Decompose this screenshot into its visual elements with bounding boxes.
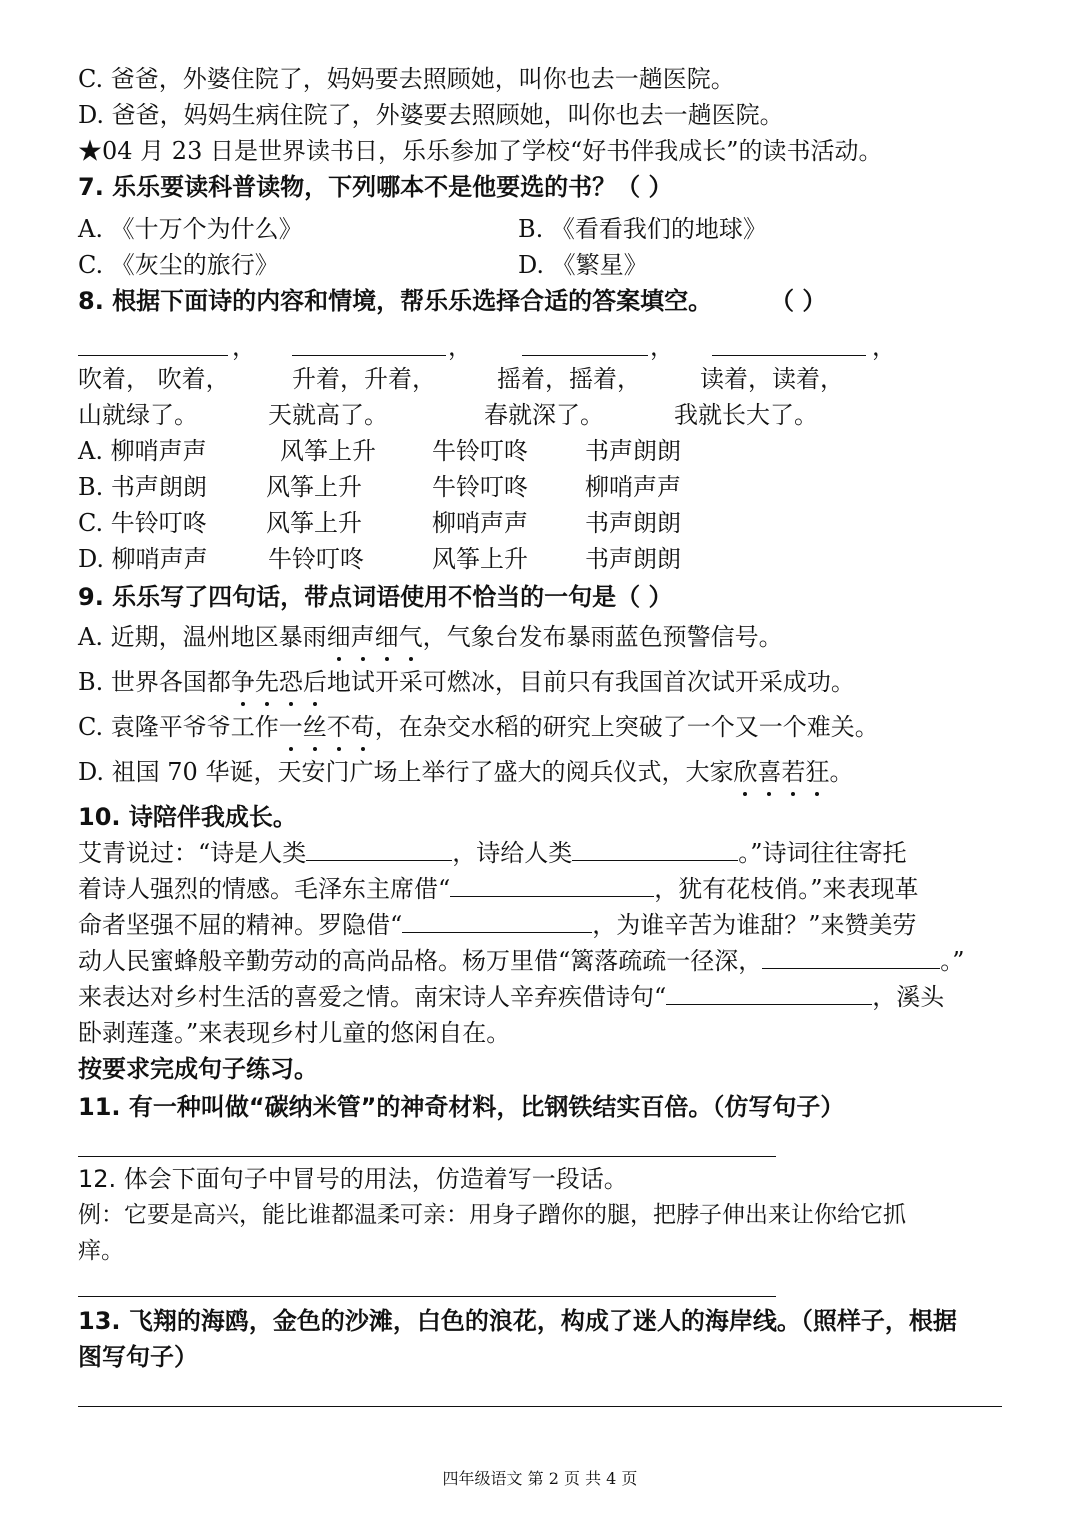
q6-option-d: D. 爸爸，妈妈生病住院了，外婆要去照顾她，叫你也去一趟医院。 [78, 101, 784, 129]
poem-line2-1: 山就绿了。 [78, 401, 198, 429]
poem-line1-4: 读着，读着， [700, 365, 844, 393]
q8-option-c-3: 柳哨声声 [432, 509, 528, 537]
q9-dotted-word-d [733, 758, 829, 786]
poem-line2-4: 我就长大了。 [674, 401, 818, 429]
q8-option-d-4: 书声朗朗 [585, 545, 681, 573]
q10-blank-6[interactable] [666, 980, 872, 1005]
q8-option-d-1: D. 柳哨声声 [78, 545, 208, 573]
emphasis-dot-char: 声 [351, 620, 375, 654]
q9-option-a: A. 近期，温州地区暴雨细声细气，气象台发布暴雨蓝色预警信号。 [78, 620, 783, 654]
emphasis-dot-char: 一 [279, 710, 303, 744]
q8-option-b-4: 柳哨声声 [585, 473, 681, 501]
q10-blank-1[interactable] [306, 836, 452, 861]
emphasis-dot-char: 喜 [757, 755, 781, 789]
q13-question-line-2: 图写句子） [78, 1343, 198, 1371]
q12-question: 12. 体会下面句子中冒号的用法，仿造着写一段话。 [78, 1165, 628, 1193]
q10-line-4: 动人民蜜蜂般辛勤劳动的高尚品格。杨万里借“篱落疏疏一径深， 。” [78, 944, 965, 978]
q10-line-6: 卧剥莲蓬。”来表现乡村儿童的悠闲自在。 [78, 1019, 511, 1047]
emphasis-dot-char: 苟 [351, 710, 375, 744]
emphasis-dot-char: 欣 [733, 755, 757, 789]
q8-option-d-2: 牛铃叮咚 [268, 545, 364, 573]
q6-option-c: C. 爸爸，外婆住院了，妈妈要去照顾她，叫你也去一趟医院。 [78, 65, 735, 93]
q12-answer-line[interactable] [78, 1296, 776, 1297]
poem-line1-3: 摇着，摇着， [497, 365, 641, 393]
q7-option-a: A. 《十万个为什么》 [78, 215, 303, 243]
q8-option-b-2: 风筝上升 [266, 473, 362, 501]
q11-question: 11. 有一种叫做“碳纳米管”的神奇材料，比钢铁结实百倍。（仿写句子） [78, 1093, 845, 1121]
q10-blank-4[interactable] [402, 908, 592, 933]
q7-question: 7. 乐乐要读科普读物，下列哪本不是他要选的书？（ ） [78, 173, 673, 201]
emphasis-dot-char: 细 [327, 620, 351, 654]
q9-dotted-word-b [231, 668, 327, 696]
comma: ， [448, 333, 472, 361]
q10-line-1: 艾青说过：“诗是人类 ，诗给人类 。”诗词往往寄托 [78, 836, 907, 870]
q7-option-b: B. 《看看我们的地球》 [518, 215, 767, 243]
q8-option-c-2: 风筝上升 [266, 509, 362, 537]
q9-option-d: D. 祖国 70 华诞，天安门广场上举行了盛大的阅兵仪式，大家欣喜若狂。 [78, 755, 853, 789]
emphasis-dot-char: 若 [781, 755, 805, 789]
emphasis-dot-char: 狂 [805, 755, 829, 789]
q8-answer-paren: （ ） [770, 287, 827, 315]
q10-line-2: 着诗人强烈的情感。毛泽东主席借“ ，犹有花枝俏。”来表现革 [78, 872, 919, 906]
q8-blank-2[interactable] [292, 355, 446, 356]
q10-blank-3[interactable] [450, 872, 654, 897]
q7-option-c: C. 《灰尘的旅行》 [78, 251, 279, 279]
poem-line1-1: 吹着， 吹着， [78, 365, 230, 393]
q12-example-line-2: 痒。 [78, 1238, 124, 1264]
q8-option-c-4: 书声朗朗 [585, 509, 681, 537]
section-heading: 按要求完成句子练习。 [78, 1055, 318, 1083]
q8-option-a-2: 风筝上升 [280, 437, 376, 465]
q8-blank-1[interactable] [78, 355, 228, 356]
q9-option-c: C. 袁隆平爷爷工作一丝不苟，在杂交水稻的研究上突破了一个又一个难关。 [78, 710, 879, 744]
q10-blank-2[interactable] [572, 836, 738, 861]
q8-option-a-1: A. 柳哨声声 [78, 437, 207, 465]
emphasis-dot-char: 先 [255, 665, 279, 699]
q8-blank-3[interactable] [522, 355, 648, 356]
q7-option-d: D. 《繁星》 [518, 251, 648, 279]
poem-line2-3: 春就深了。 [484, 401, 604, 429]
q8-option-c-1: C. 牛铃叮咚 [78, 509, 207, 537]
q10-blank-5[interactable] [762, 944, 940, 969]
page-footer: 四年级语文 第 2 页 共 4 页 [442, 1469, 638, 1488]
q8-option-a-3: 牛铃叮咚 [432, 437, 528, 465]
emphasis-dot-char: 气 [399, 620, 423, 654]
reading-day-intro: ★04 月 23 日是世界读书日，乐乐参加了学校“好书伴我成长”的读书活动。 [78, 137, 883, 165]
comma: ， [232, 333, 256, 361]
emphasis-dot-char: 丝 [303, 710, 327, 744]
q8-option-b-1: B. 书声朗朗 [78, 473, 207, 501]
q13-question-line-1: 13. 飞翔的海鸥，金色的沙滩，白色的浪花，构成了迷人的海岸线。（照样子，根据 [78, 1307, 957, 1335]
q8-option-d-3: 风筝上升 [432, 545, 528, 573]
comma: ， [872, 333, 896, 361]
q12-example-line-1: 例：它要是高兴，能比谁都温柔可亲：用身子蹭你的腿，把脖子伸出来让你给它抓 [78, 1202, 906, 1228]
q13-answer-line[interactable] [78, 1406, 1002, 1407]
emphasis-dot-char: 恐 [279, 665, 303, 699]
poem-line1-2: 升着，升着， [292, 365, 436, 393]
q10-title: 10. 诗陪伴我成长。 [78, 803, 297, 831]
emphasis-dot-char: 争 [231, 665, 255, 699]
q9-option-b: B. 世界各国都争先恐后地试开采可燃冰，目前只有我国首次试开采成功。 [78, 665, 855, 699]
q8-blank-4[interactable] [712, 355, 866, 356]
emphasis-dot-char: 细 [375, 620, 399, 654]
emphasis-dot-char: 后 [303, 665, 327, 699]
emphasis-dot-char: 不 [327, 710, 351, 744]
poem-line2-2: 天就高了。 [268, 401, 388, 429]
q8-question: 8. 根据下面诗的内容和情境，帮乐乐选择合适的答案填空。 [78, 287, 713, 315]
q10-line-5: 来表达对乡村生活的喜爱之情。南宋诗人辛弃疾借诗句“ ，溪头 [78, 980, 944, 1014]
q8-option-b-3: 牛铃叮咚 [432, 473, 528, 501]
q10-line-3: 命者坚强不屈的精神。罗隐借“ ，为谁辛苦为谁甜？”来赞美劳 [78, 908, 917, 942]
q9-question: 9. 乐乐写了四句话，带点词语使用不恰当的一句是（ ） [78, 583, 673, 611]
comma: ， [650, 333, 674, 361]
q9-dotted-word-c [279, 713, 375, 741]
q9-dotted-word-a [327, 623, 423, 651]
q11-answer-line[interactable] [78, 1156, 776, 1157]
q8-option-a-4: 书声朗朗 [585, 437, 681, 465]
